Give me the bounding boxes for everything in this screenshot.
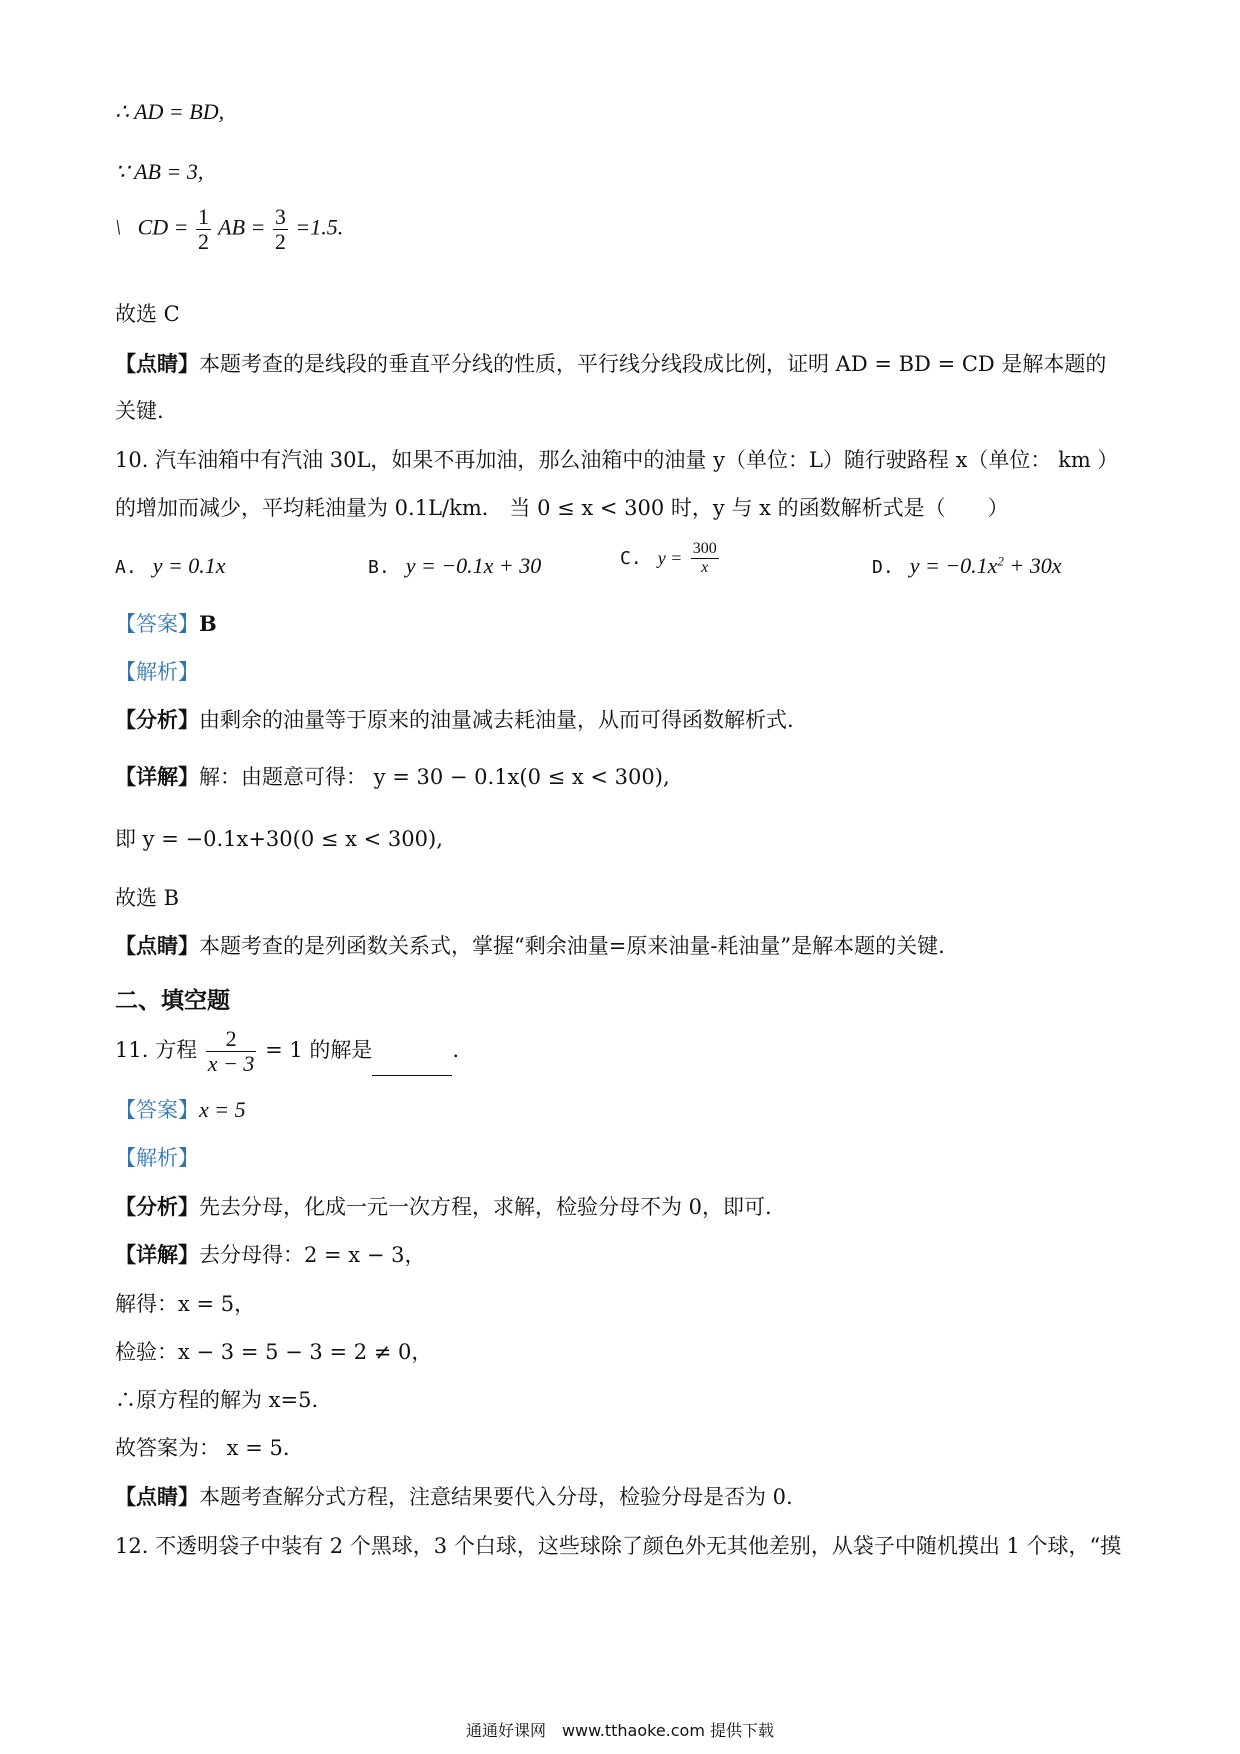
option-d-formula: y = −0.1x (909, 553, 998, 578)
answer-blank (372, 1055, 452, 1076)
option-c (620, 540, 721, 577)
key-point-text: 本题考查解分式方程，注意结果要代入分母，检验分母是否为 0. (199, 1485, 793, 1509)
answer-11 (115, 1096, 246, 1124)
option-c-y: y = (657, 548, 683, 568)
solution-line: ∴原方程的解为 x=5. (115, 1388, 319, 1412)
solve-line: 解得：x = 5， (115, 1292, 256, 1316)
answer-tag: 【答案】 (115, 1098, 199, 1122)
analysis-tag: 【分析】 (115, 1194, 199, 1219)
option-b-label: B. (368, 557, 390, 578)
option-d-label: D. (872, 557, 894, 578)
detail-tag: 【详解】 (115, 764, 199, 789)
question-11-end: . (452, 1038, 460, 1062)
backslash-symbol: \ (115, 214, 122, 240)
key-point-text: 本题考查的是线段的垂直平分线的性质，平行线分线段成比例，证明 AD = BD = CD 是解本题的 (199, 352, 1107, 376)
detail-text: 解：由题意可得： y = 30 − 0.1x(0 ≤ x < 300), (199, 765, 670, 789)
proof-line-cd (115, 205, 343, 254)
analysis-10 (115, 706, 794, 734)
key-point-text: 本题考查的是列函数关系式，掌握“剩余油量=原来油量-耗油量”是解本题的关键. (199, 934, 945, 958)
question-11-prefix: 11. 方程 (115, 1038, 198, 1062)
key-point-line (115, 350, 1106, 378)
option-b-formula: y = −0.1x + 30 (405, 553, 542, 578)
answer-value: x = 5 (199, 1097, 246, 1122)
question-10-line-2: 的增加而减少，平均耗油量为 0.1L/km． 当 0 ≤ x < 300 时，y 与 x 的函数解析式是（ ） (115, 496, 1009, 520)
answer-value: B (199, 611, 217, 636)
check-line: 检验：x − 3 = 5 − 3 = 2 ≠ 0， (115, 1340, 433, 1364)
analysis-10-tag: 【解析】 (115, 660, 199, 684)
detail-10 (115, 763, 670, 791)
ab-label: AB = (218, 214, 266, 240)
option-a (115, 553, 226, 579)
proof-line-ab: ∵ AB = 3, (115, 159, 204, 184)
analysis-text: 由剩余的油量等于原来的油量减去耗油量，从而可得函数解析式. (199, 708, 794, 732)
answer-tag: 【答案】 (115, 612, 199, 636)
option-c-fraction (691, 540, 719, 577)
choice-line-c: 故选 C (115, 302, 180, 326)
answer-10 (115, 610, 217, 638)
question-11-suffix: = 1 的解是 (265, 1038, 373, 1062)
fraction-one-half (196, 205, 211, 254)
detail-11 (115, 1241, 425, 1269)
key-point-line-2: 关键. (115, 399, 164, 423)
choice-line-b: 故选 B (115, 886, 180, 910)
analysis-text: 先去分母，化成一元一次方程，求解，检验分母不为 0，即可. (199, 1195, 772, 1219)
footer-source: 通通好课网 www.tthaoke.com 提供下载 (465, 1721, 775, 1740)
option-d-exponent: 2 (997, 553, 1004, 569)
detail-text: 去分母得：2 = x − 3， (199, 1243, 426, 1267)
fraction-denominator: 2 (274, 229, 286, 254)
option-d (872, 553, 1062, 579)
option-d-formula-end: + 30x (1003, 553, 1062, 578)
question-11-fraction (206, 1027, 257, 1076)
fraction-three-halves (273, 205, 288, 254)
key-point-tag: 【点睛】 (115, 1484, 199, 1509)
analysis-11 (115, 1193, 772, 1221)
analysis-11-tag: 【解析】 (115, 1146, 199, 1170)
proof-line-ad-bd: ∴ AD = BD, (115, 99, 225, 124)
fraction-numerator: 300 (692, 540, 717, 557)
cd-label: CD = (137, 214, 189, 240)
question-12: 12. 不透明袋子中装有 2 个黑球，3 个白球，这些球除了颜色外无其他差别，从袋子中随机摸出 1 个球，“摸 (115, 1534, 1122, 1558)
section-title-fill-blank: 二、填空题 (115, 988, 230, 1014)
key-point-tag: 【点睛】 (115, 933, 199, 958)
option-b (368, 553, 541, 579)
key-point-11 (115, 1483, 793, 1511)
fraction-denominator: 2 (198, 229, 210, 254)
fraction-denominator: x − 3 (207, 1051, 255, 1076)
fraction-numerator: 1 (198, 204, 210, 229)
detail-tag: 【详解】 (115, 1242, 199, 1267)
option-a-label: A. (115, 557, 137, 578)
fraction-denominator: x (701, 559, 709, 576)
key-point-10 (115, 932, 945, 960)
analysis-tag: 【分析】 (115, 707, 199, 732)
question-11 (115, 1027, 459, 1076)
fraction-numerator: 3 (274, 204, 286, 229)
final-answer-line: 故答案为： x = 5. (115, 1436, 290, 1460)
option-c-label: C. (620, 548, 642, 569)
detail-10-result: 即 y = −0.1x+30(0 ≤ x < 300), (115, 827, 443, 851)
key-point-tag: 【点睛】 (115, 351, 199, 376)
question-10-line-1: 10. 汽车油箱中有汽油 30L，如果不再加油，那么油箱中的油量 y（单位：L）随行驶路程 x（单位： km ） (115, 448, 1119, 472)
fraction-numerator: 2 (206, 1027, 257, 1052)
option-a-formula: y = 0.1x (152, 553, 226, 578)
result-value: =1.5. (295, 214, 344, 240)
